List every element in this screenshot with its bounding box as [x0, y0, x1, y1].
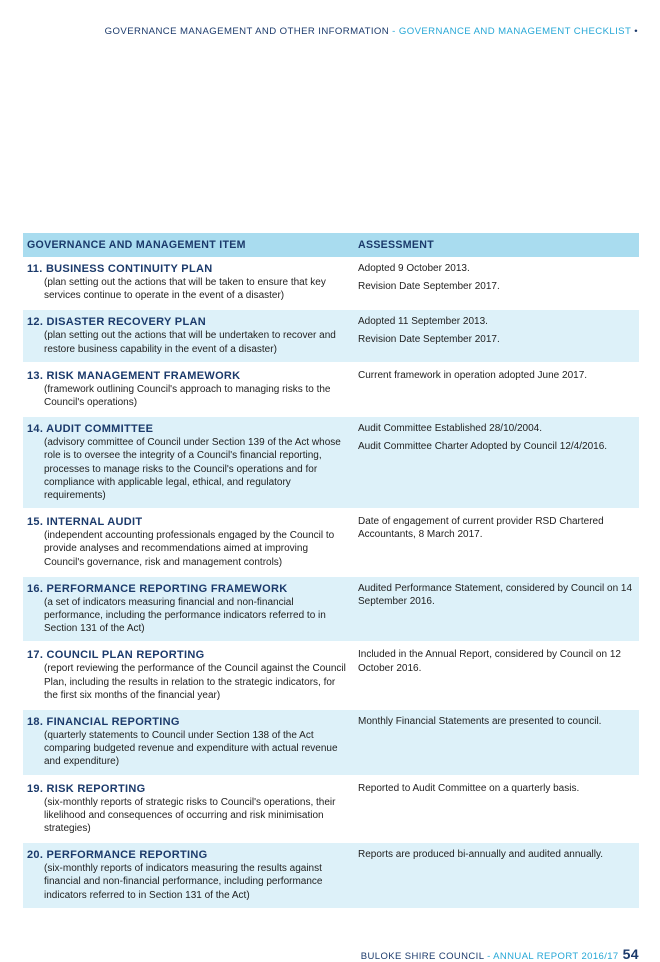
item-title: 14. AUDIT COMMITTEE	[27, 423, 154, 436]
assessment-cell	[354, 709, 639, 776]
item-cell	[23, 416, 354, 509]
item-description: (advisory committee of Council under Section 139 of the Act whose role is to oversee the integrity of a Council's financial reporting, processes to manage risks to the Council's operations and for compliance with applicable legal, ethical, and regulatory requirements)	[44, 437, 341, 502]
governance-checklist-table	[23, 233, 639, 910]
item-cell	[23, 257, 354, 309]
table-row	[23, 842, 639, 909]
item-description: (a set of indicators measuring financial and non-financial performance, including the performance indicators referred to in Section 131 of the Act)	[44, 596, 326, 635]
assessment-line: Revision Date September 2017.	[358, 280, 500, 292]
item-cell	[23, 576, 354, 643]
table-row	[23, 709, 639, 776]
assessment-line: Reports are produced bi-annually and audited annually.	[358, 849, 603, 861]
assessment-line: Reported to Audit Committee on a quarterly basis.	[358, 782, 580, 794]
item-title: 11. BUSINESS CONTINUITY PLAN	[27, 263, 213, 275]
assessment-cell	[354, 576, 639, 643]
table-row	[23, 776, 639, 843]
table-row	[23, 309, 639, 362]
assessment-line: Audit Committee Established 28/10/2004.	[358, 423, 542, 435]
item-description: (quarterly statements to Council under Section 138 of the Act comparing budgeted revenue and expenditure with actual revenue and expenditure)	[44, 730, 338, 768]
item-description: (independent accounting professionals engaged by the Council to provide analyses and recommendations aimed at improving Council's governance, risk and management controls)	[44, 530, 335, 568]
item-cell	[23, 776, 354, 843]
header-subsection: GOVERNANCE AND MANAGEMENT CHECKLIST	[398, 26, 632, 37]
item-title: 19. RISK REPORTING	[27, 782, 146, 795]
table-row	[23, 642, 639, 709]
footer-report: ANNUAL REPORT 2016/17	[493, 951, 619, 962]
item-description: (plan setting out the actions that will be undertaken to recover and restore business capability in the event of a disaster)	[44, 330, 336, 355]
item-description: (report reviewing the performance of the Council against the Council Plan, including the results in relation to the strategic indicators, for the first six months of the financial year)	[44, 663, 346, 701]
item-title: 17. COUNCIL PLAN REPORTING	[27, 649, 205, 662]
item-cell	[23, 363, 354, 416]
footer-organisation: BULOKE SHIRE COUNCIL	[360, 951, 485, 962]
table-row	[23, 363, 639, 416]
assessment-line: Adopted 9 October 2013.	[358, 263, 470, 274]
table-body	[23, 257, 639, 909]
item-title: 20. PERFORMANCE REPORTING	[27, 849, 208, 862]
assessment-cell	[354, 309, 639, 362]
item-title: 12. DISASTER RECOVERY PLAN	[27, 316, 206, 329]
table-row	[23, 509, 639, 576]
assessment-line: Adopted 11 September 2013.	[358, 316, 488, 328]
assessment-cell	[354, 776, 639, 843]
item-title: 16. PERFORMANCE REPORTING FRAMEWORK	[27, 582, 288, 595]
assessment-cell	[354, 509, 639, 576]
item-title: 13. RISK MANAGEMENT FRAMEWORK	[27, 369, 241, 382]
column-header-assessment: ASSESSMENT	[354, 233, 639, 257]
item-cell	[23, 509, 354, 576]
footer-separator: -	[484, 951, 494, 962]
item-description: (six-monthly reports of indicators measuring the results against financial and non-financial performance, including performance indicators referred to in Section 131 of the Act)	[44, 863, 323, 901]
running-footer	[361, 946, 639, 962]
assessment-line: Monthly Financial Statements are presented to council.	[358, 716, 602, 728]
assessment-cell	[354, 642, 639, 709]
assessment-line: Date of engagement of current provider RSD Chartered Accountants, 8 March 2017.	[358, 516, 604, 541]
assessment-line: Audit Committee Charter Adopted by Council 12/4/2016.	[358, 440, 608, 452]
column-header-item: GOVERNANCE AND MANAGEMENT ITEM	[23, 233, 354, 257]
assessment-cell	[354, 842, 639, 909]
assessment-line: Revision Date September 2017.	[358, 334, 500, 346]
item-cell	[23, 642, 354, 709]
header-section: GOVERNANCE MANAGEMENT AND OTHER INFORMATION	[104, 26, 390, 37]
item-description: (framework outlining Council's approach to managing risks to the Council's operations)	[44, 383, 331, 409]
page-number: 54	[622, 946, 639, 962]
item-description: (six-monthly reports of strategic risks to Council's operations, their likelihood and consequences of occurring and risk minimisation strategies)	[44, 796, 336, 835]
assessment-cell	[354, 257, 639, 309]
item-title: 18. FINANCIAL REPORTING	[27, 716, 180, 729]
header-separator: -	[389, 26, 399, 37]
running-header	[105, 26, 638, 37]
assessment-cell	[354, 416, 639, 509]
assessment-line: Included in the Annual Report, considered by Council on 12 October 2016.	[358, 649, 621, 674]
assessment-cell	[354, 363, 639, 416]
table-row	[23, 257, 639, 309]
assessment-line: Audited Performance Statement, considered by Council on 14 September 2016.	[358, 582, 633, 608]
item-cell	[23, 842, 354, 909]
item-cell	[23, 309, 354, 362]
header-bullet-icon: •	[634, 26, 638, 37]
item-cell	[23, 709, 354, 776]
table-row	[23, 416, 639, 509]
item-description: (plan setting out the actions that will be taken to ensure that key services continue to operate in the event of a disaster)	[44, 277, 326, 302]
assessment-line: Current framework in operation adopted June 2017.	[358, 369, 588, 381]
item-title: 15. INTERNAL AUDIT	[27, 516, 143, 529]
table-row	[23, 576, 639, 643]
table-header-row	[23, 233, 639, 257]
